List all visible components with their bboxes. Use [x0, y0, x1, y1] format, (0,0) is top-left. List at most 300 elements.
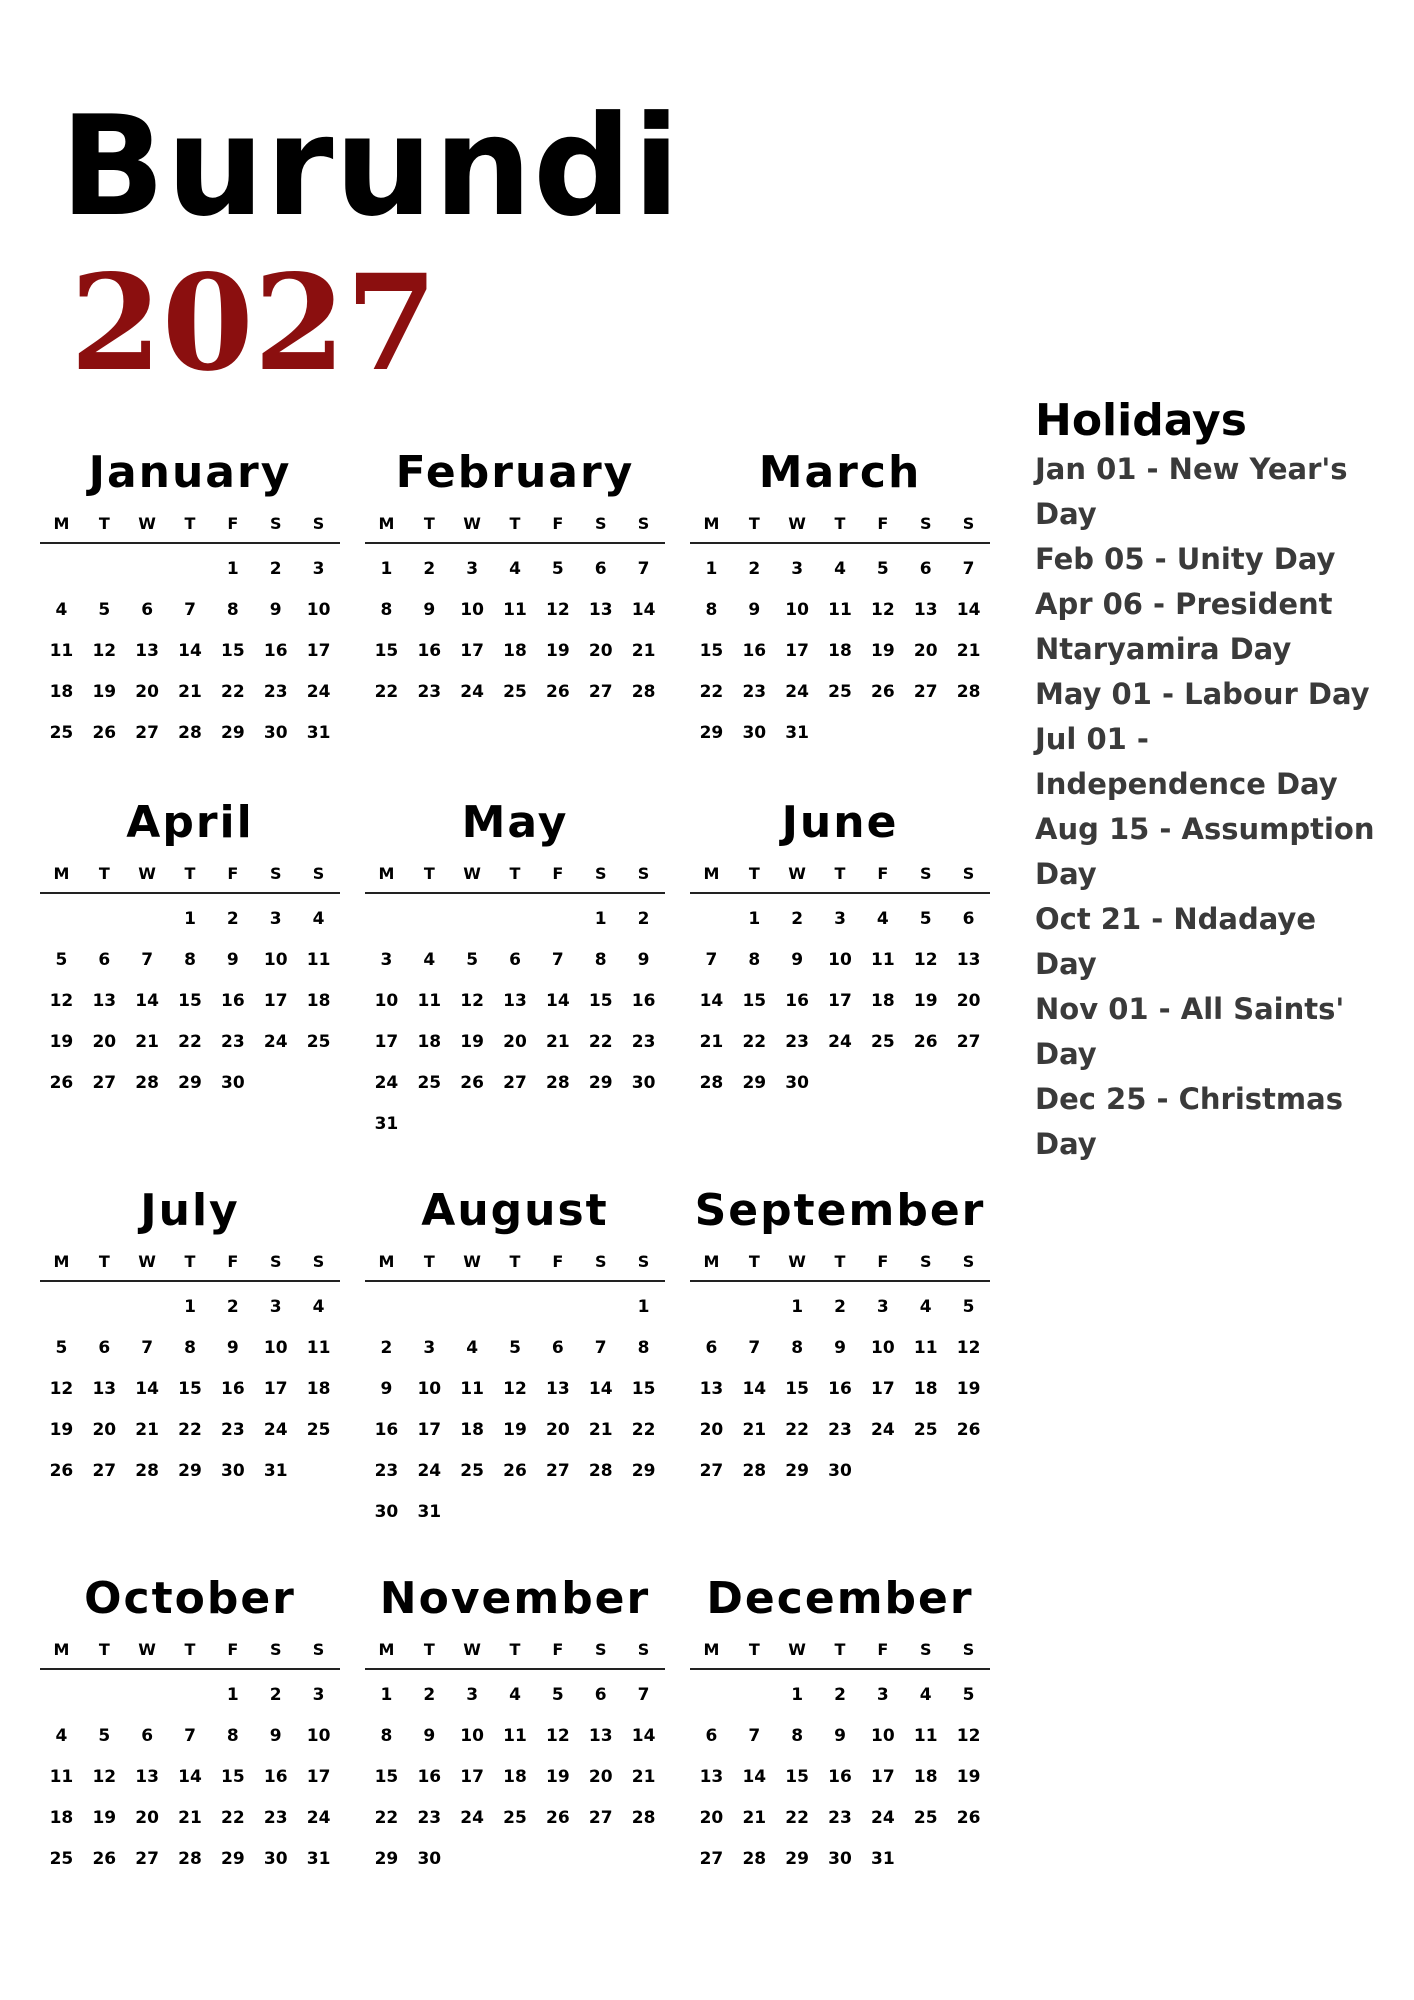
day-cell: 10 [306, 599, 331, 620]
day-cell: 28 [631, 681, 656, 702]
day-cell: 29 [374, 1848, 399, 1869]
day-cell: 2 [226, 908, 239, 929]
day-cell: 26 [871, 681, 895, 702]
day-cell: 26 [92, 1848, 117, 1869]
day-cell: 11 [871, 949, 895, 970]
day-cell: 27 [956, 1031, 981, 1052]
weekday-label: M [378, 1251, 395, 1271]
day-cell: 4 [55, 1725, 68, 1746]
weekday-label: S [962, 863, 975, 883]
day-cell: 14 [546, 990, 570, 1011]
day-cell: 6 [509, 949, 521, 970]
month-september [690, 1180, 990, 1491]
day-cell: 28 [546, 1072, 570, 1093]
weekday-label: S [919, 863, 932, 883]
day-cell: 16 [828, 1378, 852, 1399]
day-cell: 11 [503, 1725, 527, 1746]
day-cell: 5 [551, 1684, 564, 1705]
day-cell: 22 [699, 681, 724, 702]
day-cell: 4 [509, 1684, 521, 1705]
weekday-label: S [962, 1639, 975, 1659]
day-cell: 10 [828, 949, 852, 970]
weekday-label: S [594, 863, 607, 883]
day-cell: 29 [785, 1460, 809, 1481]
day-cell: 21 [135, 1419, 159, 1440]
month-april [40, 792, 340, 1103]
holidays-heading: Holidays [1035, 395, 1247, 446]
day-cell: 25 [49, 722, 74, 743]
day-cell: 24 [828, 1031, 852, 1052]
day-cell: 5 [962, 1684, 975, 1705]
day-cell: 24 [263, 1031, 288, 1052]
day-cell: 21 [631, 1766, 656, 1787]
day-cell: 14 [742, 1378, 767, 1399]
day-cell: 10 [871, 1337, 895, 1358]
day-cell: 5 [509, 1337, 521, 1358]
day-cell: 2 [834, 1684, 846, 1705]
day-cell: 7 [184, 1725, 196, 1746]
day-cell: 1 [184, 1296, 196, 1317]
day-cell: 25 [306, 1419, 331, 1440]
weekday-label: T [834, 1639, 846, 1659]
day-grid [690, 1674, 990, 1879]
day-cell: 9 [226, 1337, 239, 1358]
country-title: Burundi [60, 86, 682, 247]
weekday-label: S [269, 1639, 282, 1659]
day-cell: 8 [184, 1337, 196, 1358]
weekday-label: S [269, 1251, 282, 1271]
day-cell: 28 [699, 1072, 724, 1093]
day-cell: 9 [637, 949, 650, 970]
day-cell: 31 [306, 722, 331, 743]
day-cell: 23 [785, 1031, 809, 1052]
day-cell: 6 [705, 1725, 718, 1746]
weekday-header [690, 504, 990, 544]
holiday-item: May 01 - Labour Day [1035, 677, 1370, 711]
weekday-label: M [378, 513, 395, 533]
day-cell: 16 [417, 640, 442, 661]
weekday-label: F [552, 513, 564, 533]
day-cell: 17 [306, 1766, 331, 1787]
day-cell: 7 [705, 949, 718, 970]
day-cell: 21 [742, 1419, 767, 1440]
day-cell: 19 [92, 681, 117, 702]
day-cell: 7 [748, 1725, 761, 1746]
day-cell: 29 [221, 1848, 245, 1869]
day-cell: 9 [269, 599, 282, 620]
day-cell: 22 [588, 1031, 613, 1052]
day-cell: 2 [423, 558, 436, 579]
month-may [365, 792, 665, 1144]
day-cell: 13 [588, 599, 613, 620]
month-february [365, 442, 665, 712]
month-name: January [88, 447, 292, 498]
weekday-label: M [703, 1639, 720, 1659]
day-cell: 9 [834, 1337, 846, 1358]
day-cell: 20 [92, 1031, 117, 1052]
day-cell: 17 [460, 640, 484, 661]
weekday-label: W [463, 1639, 481, 1659]
day-cell: 1 [791, 1684, 804, 1705]
day-cell: 27 [135, 1848, 159, 1869]
day-cell: 4 [876, 908, 889, 929]
day-cell: 15 [178, 990, 202, 1011]
day-cell: 10 [374, 990, 399, 1011]
weekday-label: S [919, 1639, 932, 1659]
weekday-label: M [378, 863, 395, 883]
day-cell: 7 [184, 599, 196, 620]
day-cell: 7 [594, 1337, 607, 1358]
weekday-label: S [637, 863, 650, 883]
day-cell: 13 [503, 990, 527, 1011]
day-cell: 4 [423, 949, 436, 970]
day-cell: 25 [913, 1419, 938, 1440]
day-cell: 26 [956, 1419, 981, 1440]
day-cell: 11 [306, 949, 331, 970]
day-cell: 14 [178, 640, 202, 661]
day-cell: 12 [503, 1378, 527, 1399]
day-cell: 7 [637, 558, 650, 579]
weekday-label: T [748, 863, 760, 883]
month-name: March [758, 447, 922, 498]
weekday-label: S [637, 1251, 650, 1271]
holiday-item: Jul 01 - Independence Day [1035, 722, 1338, 801]
day-cell: 8 [748, 949, 761, 970]
month-january [40, 442, 340, 753]
day-cell: 27 [503, 1072, 527, 1093]
weekday-label: F [552, 1639, 564, 1659]
weekday-label: T [98, 513, 110, 533]
month-july [40, 1180, 340, 1491]
day-cell: 10 [263, 1337, 288, 1358]
day-cell: 5 [55, 1337, 68, 1358]
day-cell: 27 [546, 1460, 570, 1481]
day-cell: 9 [226, 949, 239, 970]
day-cell: 10 [785, 599, 809, 620]
day-cell: 28 [178, 1848, 202, 1869]
day-cell: 24 [460, 1807, 484, 1828]
day-cell: 2 [423, 1684, 436, 1705]
weekday-label: M [53, 513, 70, 533]
day-cell: 25 [306, 1031, 331, 1052]
day-cell: 19 [871, 640, 895, 661]
weekday-label: W [138, 1251, 156, 1271]
day-cell: 20 [699, 1807, 724, 1828]
day-cell: 20 [135, 681, 159, 702]
day-cell: 15 [785, 1378, 809, 1399]
weekday-label: M [53, 1639, 70, 1659]
weekday-label: T [834, 1251, 846, 1271]
day-cell: 31 [263, 1460, 288, 1481]
day-cell: 18 [913, 1378, 938, 1399]
day-cell: 4 [466, 1337, 479, 1358]
day-cell: 23 [828, 1419, 852, 1440]
day-cell: 5 [55, 949, 68, 970]
day-cell: 10 [871, 1725, 895, 1746]
day-cell: 12 [913, 949, 938, 970]
day-cell: 30 [828, 1848, 852, 1869]
weekday-label: T [834, 863, 846, 883]
day-cell: 15 [221, 1766, 245, 1787]
day-cell: 25 [503, 681, 527, 702]
day-cell: 27 [92, 1072, 117, 1093]
weekday-label: T [748, 513, 760, 533]
day-cell: 11 [913, 1337, 938, 1358]
day-cell: 17 [263, 990, 288, 1011]
day-cell: 24 [417, 1460, 442, 1481]
weekday-label: T [509, 1251, 521, 1271]
day-cell: 21 [135, 1031, 159, 1052]
day-cell: 8 [791, 1725, 804, 1746]
weekday-header [40, 1630, 340, 1670]
weekday-header [40, 504, 340, 544]
day-cell: 20 [588, 1766, 613, 1787]
day-cell: 29 [742, 1072, 767, 1093]
day-cell: 12 [956, 1337, 981, 1358]
day-cell: 12 [546, 599, 570, 620]
day-cell: 16 [417, 1766, 442, 1787]
day-grid [690, 898, 990, 1103]
weekday-label: S [312, 513, 325, 533]
day-cell: 23 [417, 681, 442, 702]
day-cell: 18 [871, 990, 895, 1011]
day-cell: 13 [588, 1725, 613, 1746]
weekday-label: W [463, 1251, 481, 1271]
day-cell: 31 [374, 1113, 399, 1134]
day-cell: 22 [178, 1419, 202, 1440]
day-cell: 23 [742, 681, 767, 702]
month-august [365, 1180, 665, 1532]
weekday-label: W [463, 513, 481, 533]
weekday-header [40, 854, 340, 894]
day-cell: 18 [306, 990, 331, 1011]
day-cell: 5 [98, 599, 111, 620]
day-cell: 13 [546, 1378, 570, 1399]
day-cell: 2 [834, 1296, 846, 1317]
weekday-label: T [509, 1639, 521, 1659]
month-october [40, 1568, 340, 1879]
weekday-label: F [227, 1639, 239, 1659]
day-cell: 30 [828, 1460, 852, 1481]
day-cell: 31 [785, 722, 809, 743]
weekday-label: M [53, 863, 70, 883]
weekday-label: S [637, 1639, 650, 1659]
day-cell: 12 [460, 990, 484, 1011]
weekday-label: W [788, 513, 806, 533]
day-cell: 30 [263, 1848, 288, 1869]
day-cell: 28 [742, 1460, 767, 1481]
day-cell: 22 [178, 1031, 202, 1052]
day-grid [40, 898, 340, 1103]
day-cell: 16 [221, 990, 245, 1011]
day-cell: 19 [956, 1766, 981, 1787]
day-cell: 17 [871, 1378, 895, 1399]
day-cell: 14 [178, 1766, 202, 1787]
day-grid [40, 1286, 340, 1491]
day-grid [40, 548, 340, 753]
day-grid [690, 548, 990, 753]
day-cell: 10 [263, 949, 288, 970]
day-cell: 14 [631, 1725, 656, 1746]
day-cell: 18 [503, 640, 527, 661]
day-cell: 11 [913, 1725, 938, 1746]
day-cell: 14 [956, 599, 981, 620]
day-grid [690, 1286, 990, 1491]
day-cell: 15 [588, 990, 613, 1011]
weekday-label: W [788, 863, 806, 883]
weekday-label: S [962, 513, 975, 533]
weekday-header [365, 504, 665, 544]
day-cell: 29 [631, 1460, 656, 1481]
day-cell: 30 [221, 1072, 245, 1093]
day-cell: 17 [374, 1031, 399, 1052]
day-cell: 15 [374, 640, 399, 661]
weekday-label: T [184, 1639, 196, 1659]
day-cell: 1 [705, 558, 718, 579]
day-cell: 25 [913, 1807, 938, 1828]
day-cell: 4 [312, 1296, 325, 1317]
day-cell: 7 [637, 1684, 650, 1705]
weekday-label: F [877, 513, 889, 533]
day-cell: 15 [374, 1766, 399, 1787]
day-cell: 24 [306, 1807, 331, 1828]
holiday-item: Apr 06 - President Ntaryamira Day [1035, 587, 1333, 666]
day-cell: 25 [828, 681, 852, 702]
month-name: October [84, 1573, 296, 1624]
day-cell: 20 [588, 640, 613, 661]
day-cell: 10 [306, 1725, 331, 1746]
day-cell: 16 [742, 640, 767, 661]
day-cell: 19 [546, 1766, 570, 1787]
weekday-label: S [919, 1251, 932, 1271]
day-cell: 16 [263, 1766, 288, 1787]
day-cell: 2 [269, 558, 282, 579]
day-cell: 17 [871, 1766, 895, 1787]
day-cell: 27 [92, 1460, 117, 1481]
weekday-label: T [184, 513, 196, 533]
day-cell: 6 [141, 599, 154, 620]
weekday-label: S [637, 513, 650, 533]
day-cell: 18 [460, 1419, 484, 1440]
day-cell: 30 [374, 1501, 399, 1522]
day-cell: 6 [141, 1725, 154, 1746]
day-cell: 27 [699, 1460, 724, 1481]
day-cell: 5 [551, 558, 564, 579]
day-cell: 3 [312, 1684, 325, 1705]
day-cell: 1 [791, 1296, 804, 1317]
weekday-label: S [312, 1639, 325, 1659]
day-grid [365, 1286, 665, 1532]
day-cell: 2 [791, 908, 804, 929]
day-cell: 4 [55, 599, 68, 620]
weekday-header [365, 854, 665, 894]
day-cell: 14 [742, 1766, 767, 1787]
day-cell: 19 [49, 1419, 74, 1440]
weekday-label: S [269, 863, 282, 883]
day-cell: 6 [594, 1684, 607, 1705]
day-cell: 23 [263, 681, 288, 702]
day-cell: 12 [92, 640, 117, 661]
day-cell: 3 [269, 908, 282, 929]
day-cell: 30 [742, 722, 767, 743]
day-cell: 22 [785, 1419, 809, 1440]
day-cell: 20 [913, 640, 938, 661]
day-cell: 9 [423, 599, 436, 620]
day-cell: 4 [312, 908, 325, 929]
day-cell: 12 [49, 990, 74, 1011]
day-cell: 14 [699, 990, 724, 1011]
day-cell: 21 [178, 1807, 202, 1828]
day-cell: 1 [226, 558, 239, 579]
day-cell: 3 [312, 558, 325, 579]
month-june [690, 792, 990, 1103]
day-cell: 15 [699, 640, 724, 661]
day-cell: 26 [503, 1460, 527, 1481]
month-name: February [395, 447, 635, 498]
day-cell: 15 [631, 1378, 656, 1399]
day-cell: 28 [742, 1848, 767, 1869]
weekday-label: S [312, 1251, 325, 1271]
day-cell: 20 [956, 990, 981, 1011]
day-cell: 24 [460, 681, 484, 702]
day-cell: 15 [785, 1766, 809, 1787]
day-cell: 25 [503, 1807, 527, 1828]
day-cell: 12 [546, 1725, 570, 1746]
holiday-item: Feb 05 - Unity Day [1035, 542, 1336, 576]
day-cell: 16 [631, 990, 656, 1011]
day-cell: 23 [374, 1460, 399, 1481]
day-grid [365, 1674, 665, 1879]
day-cell: 11 [417, 990, 442, 1011]
weekday-label: M [703, 1251, 720, 1271]
day-cell: 27 [135, 722, 159, 743]
day-cell: 23 [828, 1807, 852, 1828]
day-cell: 6 [594, 558, 607, 579]
month-name: May [461, 797, 569, 848]
day-cell: 28 [178, 722, 202, 743]
day-cell: 7 [551, 949, 564, 970]
day-cell: 30 [785, 1072, 809, 1093]
weekday-label: F [552, 1251, 564, 1271]
weekday-label: S [594, 513, 607, 533]
day-cell: 27 [588, 681, 613, 702]
day-cell: 11 [828, 599, 852, 620]
day-cell: 13 [699, 1378, 724, 1399]
day-cell: 18 [503, 1766, 527, 1787]
day-cell: 8 [226, 1725, 239, 1746]
day-cell: 18 [913, 1766, 938, 1787]
day-cell: 17 [263, 1378, 288, 1399]
day-cell: 27 [588, 1807, 613, 1828]
day-cell: 24 [306, 681, 331, 702]
weekday-header [690, 1630, 990, 1670]
day-cell: 18 [828, 640, 852, 661]
day-cell: 19 [49, 1031, 74, 1052]
day-cell: 29 [178, 1460, 202, 1481]
weekday-label: F [227, 1251, 239, 1271]
day-cell: 23 [263, 1807, 288, 1828]
day-cell: 24 [871, 1419, 895, 1440]
day-cell: 2 [226, 1296, 239, 1317]
weekday-label: F [552, 863, 564, 883]
weekday-label: M [703, 513, 720, 533]
weekday-label: S [919, 513, 932, 533]
weekday-label: T [98, 1639, 110, 1659]
day-cell: 8 [380, 599, 393, 620]
day-cell: 1 [380, 558, 393, 579]
day-cell: 20 [699, 1419, 724, 1440]
weekday-header [690, 854, 990, 894]
